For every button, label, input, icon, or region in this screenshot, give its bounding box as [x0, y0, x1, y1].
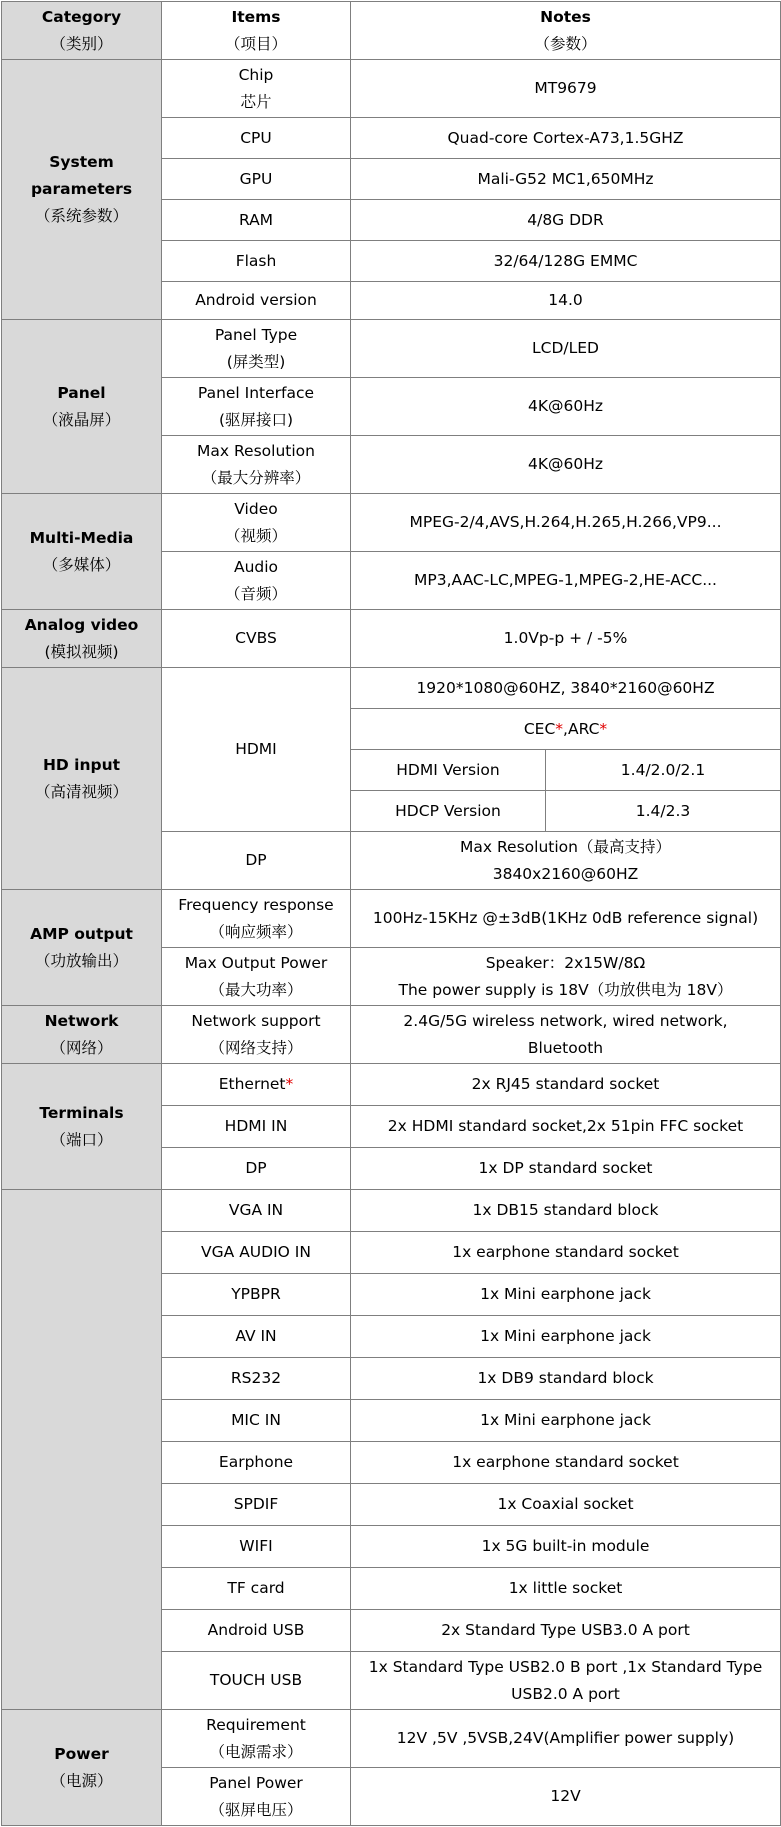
value-hdmi-version: 1.4/2.0/2.1 — [546, 750, 781, 791]
value-panel-power: 12V — [351, 1768, 781, 1826]
item-port: Earphone — [162, 1442, 351, 1484]
item-cvbs: CVBS — [162, 610, 351, 668]
category-amp-output: AMP output （功放输出） — [2, 890, 162, 1006]
value-panel-type: LCD/LED — [351, 320, 781, 378]
value-port: 1x Mini earphone jack — [351, 1400, 781, 1442]
item-dp: DP — [162, 832, 351, 890]
port-row — [2, 1190, 781, 1232]
value-dp: Max Resolution（最高支持） 3840x2160@60HZ — [351, 832, 781, 890]
category-panel: Panel （液晶屏） — [2, 320, 162, 494]
amp-row-frequency — [2, 890, 781, 948]
required-marker: * — [285, 1075, 294, 1093]
item-touch-usb: TOUCH USB — [162, 1652, 351, 1710]
power-row-requirement — [2, 1710, 781, 1768]
value-flash: 32/64/128G EMMC — [351, 241, 781, 282]
value-port: 1x earphone standard socket — [351, 1232, 781, 1274]
value-dp-terminal: 1x DP standard socket — [351, 1148, 781, 1190]
item-ethernet: Ethernet* — [162, 1064, 351, 1106]
category-analog-video: Analog video (模拟视频) — [2, 610, 162, 668]
value-network-support: 2.4G/5G wireless network, wired network, Bluetooth — [351, 1006, 781, 1064]
item-max-resolution: Max Resolution （最大分辨率） — [162, 436, 351, 494]
category-ports-blank — [2, 1190, 162, 1710]
required-marker: * — [555, 719, 564, 738]
header-category: Category （类别） — [2, 2, 162, 60]
item-ram: RAM — [162, 200, 351, 241]
item-chip: Chip 芯片 — [162, 60, 351, 118]
category-power: Power （电源） — [2, 1710, 162, 1826]
item-hdmi-in: HDMI IN — [162, 1106, 351, 1148]
value-ram: 4/8G DDR — [351, 200, 781, 241]
item-video: Video （视频） — [162, 494, 351, 552]
item-max-output-power: Max Output Power （最大功率） — [162, 948, 351, 1006]
value-audio: MP3,AAC-LC,MPEG-1,MPEG-2,HE-ACC... — [351, 552, 781, 610]
value-port: 1x DB15 standard block — [351, 1190, 781, 1232]
value-hdcp-version: 1.4/2.3 — [546, 791, 781, 832]
item-gpu: GPU — [162, 159, 351, 200]
header-items: Items （项目） — [162, 2, 351, 60]
network-row — [2, 1006, 781, 1064]
system-row-chip — [2, 60, 781, 118]
item-network-support: Network support （网络支持） — [162, 1006, 351, 1064]
value-cpu: Quad-core Cortex-A73,1.5GHZ — [351, 118, 781, 159]
item-hdmi: HDMI — [162, 668, 351, 832]
value-port: 1x earphone standard socket — [351, 1442, 781, 1484]
value-port: 1x DB9 standard block — [351, 1358, 781, 1400]
item-port: Android USB — [162, 1610, 351, 1652]
value-video: MPEG-2/4,AVS,H.264,H.265,H.266,VP9... — [351, 494, 781, 552]
item-port: VGA IN — [162, 1190, 351, 1232]
value-port: 1x Mini earphone jack — [351, 1274, 781, 1316]
category-network: Network （网络） — [2, 1006, 162, 1064]
value-touch-usb: 1x Standard Type USB2.0 B port ,1x Standard Type USB2.0 A port — [351, 1652, 781, 1710]
item-dp-terminal: DP — [162, 1148, 351, 1190]
value-port: 2x Standard Type USB3.0 A port — [351, 1610, 781, 1652]
value-port: 1x 5G built-in module — [351, 1526, 781, 1568]
item-port: TF card — [162, 1568, 351, 1610]
value-hdmi-in: 2x HDMI standard socket,2x 51pin FFC socket — [351, 1106, 781, 1148]
value-cvbs: 1.0Vp-p + / -5% — [351, 610, 781, 668]
value-cec-arc: CEC*,ARC* — [351, 709, 781, 750]
analog-row-cvbs — [2, 610, 781, 668]
category-multimedia: Multi-Media （多媒体） — [2, 494, 162, 610]
category-hd-input: HD input （高清视频） — [2, 668, 162, 890]
item-audio: Audio （音频） — [162, 552, 351, 610]
item-port: AV IN — [162, 1316, 351, 1358]
item-panel-interface: Panel Interface (驱屏接口) — [162, 378, 351, 436]
value-frequency-response: 100Hz-15KHz @±3dB(1KHz 0dB reference signal) — [351, 890, 781, 948]
spec-table — [1, 1, 781, 1826]
value-ethernet: 2x RJ45 standard socket — [351, 1064, 781, 1106]
item-frequency-response: Frequency response （响应频率） — [162, 890, 351, 948]
label-hdcp-version: HDCP Version — [351, 791, 546, 832]
category-terminals: Terminals （端口） — [2, 1064, 162, 1190]
value-max-output-power: Speaker：2x15W/8Ω The power supply is 18V（功放供电为 18V） — [351, 948, 781, 1006]
required-marker: * — [599, 719, 608, 738]
value-android-version: 14.0 — [351, 282, 781, 320]
value-panel-interface: 4K@60Hz — [351, 378, 781, 436]
value-port: 1x little socket — [351, 1568, 781, 1610]
item-android-version: Android version — [162, 282, 351, 320]
value-requirement: 12V ,5V ,5VSB,24V(Amplifier power supply) — [351, 1710, 781, 1768]
value-port: 1x Mini earphone jack — [351, 1316, 781, 1358]
label-hdmi-version: HDMI Version — [351, 750, 546, 791]
item-flash: Flash — [162, 241, 351, 282]
item-port: YPBPR — [162, 1274, 351, 1316]
value-hdmi-resolution: 1920*1080@60HZ, 3840*2160@60HZ — [351, 668, 781, 709]
header-notes: Notes （参数） — [351, 2, 781, 60]
item-panel-type: Panel Type (屏类型) — [162, 320, 351, 378]
item-panel-power: Panel Power （驱屏电压） — [162, 1768, 351, 1826]
value-max-resolution: 4K@60Hz — [351, 436, 781, 494]
media-row-video — [2, 494, 781, 552]
item-port: RS232 — [162, 1358, 351, 1400]
item-port: MIC IN — [162, 1400, 351, 1442]
item-port: VGA AUDIO IN — [162, 1232, 351, 1274]
header-row — [2, 2, 781, 60]
item-cpu: CPU — [162, 118, 351, 159]
item-requirement: Requirement （电源需求） — [162, 1710, 351, 1768]
value-gpu: Mali-G52 MC1,650MHz — [351, 159, 781, 200]
category-system: System parameters （系统参数） — [2, 60, 162, 320]
value-chip: MT9679 — [351, 60, 781, 118]
hd-row-hdmi-res — [2, 668, 781, 709]
item-port: WIFI — [162, 1526, 351, 1568]
value-port: 1x Coaxial socket — [351, 1484, 781, 1526]
panel-row-type — [2, 320, 781, 378]
item-port: SPDIF — [162, 1484, 351, 1526]
terminals-row-ethernet — [2, 1064, 781, 1106]
